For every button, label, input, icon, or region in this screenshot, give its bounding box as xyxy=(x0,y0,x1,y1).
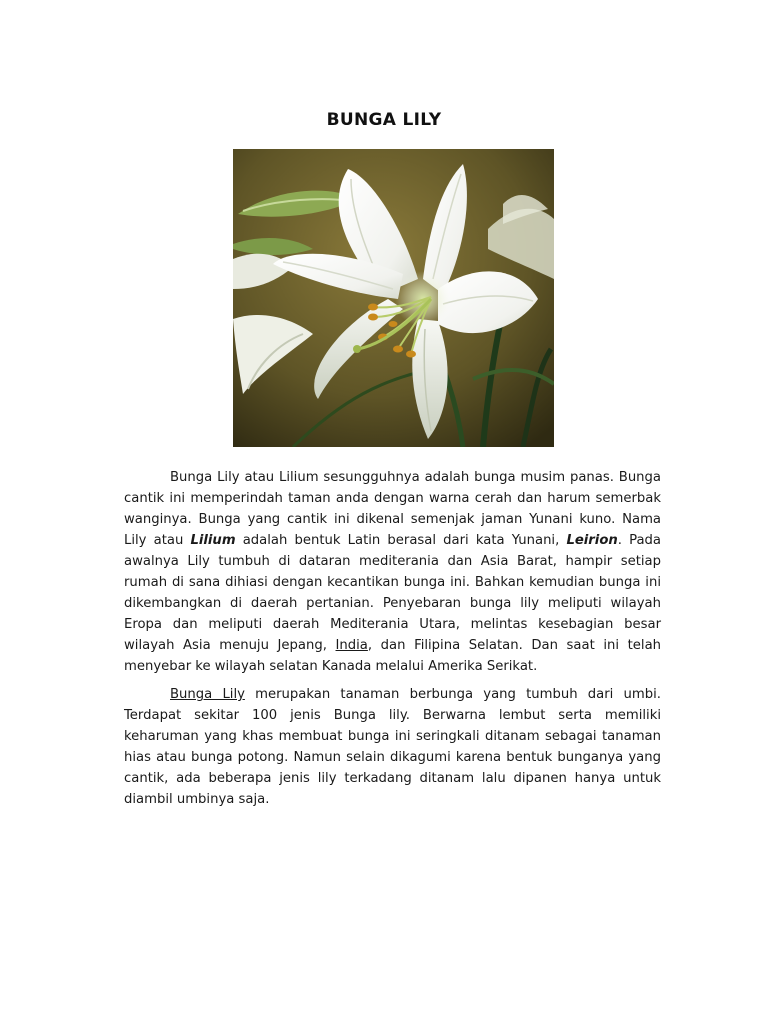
lily-photo xyxy=(233,149,554,447)
paragraph-1-text xyxy=(124,467,661,677)
white-lily-flower-icon xyxy=(233,149,554,447)
term-lilium: Lilium xyxy=(190,533,236,548)
paragraph-2-part-1: merupakan tanaman berbunga yang tumbuh dari umbi. Terdapat sekitar 100 jenis Bunga lily. Berwarna lembut serta memiliki keharuman yang khas membuat bunga ini seringkali ditanam sebagai tanaman hias atau bunga potong. Namun selain dikagumi karena bentuk bunganya yang cantik, ada beberapa jenis lily terkadang ditanam lalu dipanen hanya untuk diambil umbinya saja. xyxy=(124,687,661,807)
paragraph-2-text xyxy=(124,684,661,810)
paragraph-1-part-2: adalah bentuk Latin berasal dari kata Yunani, xyxy=(235,533,567,548)
page-title: BUNGA LILY xyxy=(326,110,442,130)
term-leirion: Leirion xyxy=(566,533,618,548)
paragraph-1 xyxy=(124,467,661,677)
india-link[interactable]: India xyxy=(335,638,368,653)
paragraph-2 xyxy=(124,684,661,810)
paragraph-1-part-3: . Pada awalnya Lily tumbuh di dataran mediterania dan Asia Barat, hampir setiap rumah di sana dihiasi dengan kecantikan bunga ini. Bahkan kemudian bunga ini dikembangkan di daerah pertanian. Penyebaran bunga lily meliputi wilayah Eropa dan meliputi daerah Mediterania Utara, melintas kesebagian besar wilayah Asia menuju Jepang, xyxy=(124,533,662,653)
paragraph-1-part-4: , dan Filipina Selatan. Dan saat ini telah menyebar ke wilayah selatan Kanada melalui Amerika Serikat. xyxy=(124,638,662,674)
paragraph-1-part-1: Bunga Lily atau Lilium sesungguhnya adalah bunga musim panas. Bunga cantik ini memperindah taman anda dengan warna cerah dan harum semerbak wanginya. Bunga yang cantik ini dikenal semenjak jaman Yunani kuno. Nama Lily atau xyxy=(124,470,661,548)
bunga-lily-link[interactable]: Bunga Lily xyxy=(170,687,245,702)
